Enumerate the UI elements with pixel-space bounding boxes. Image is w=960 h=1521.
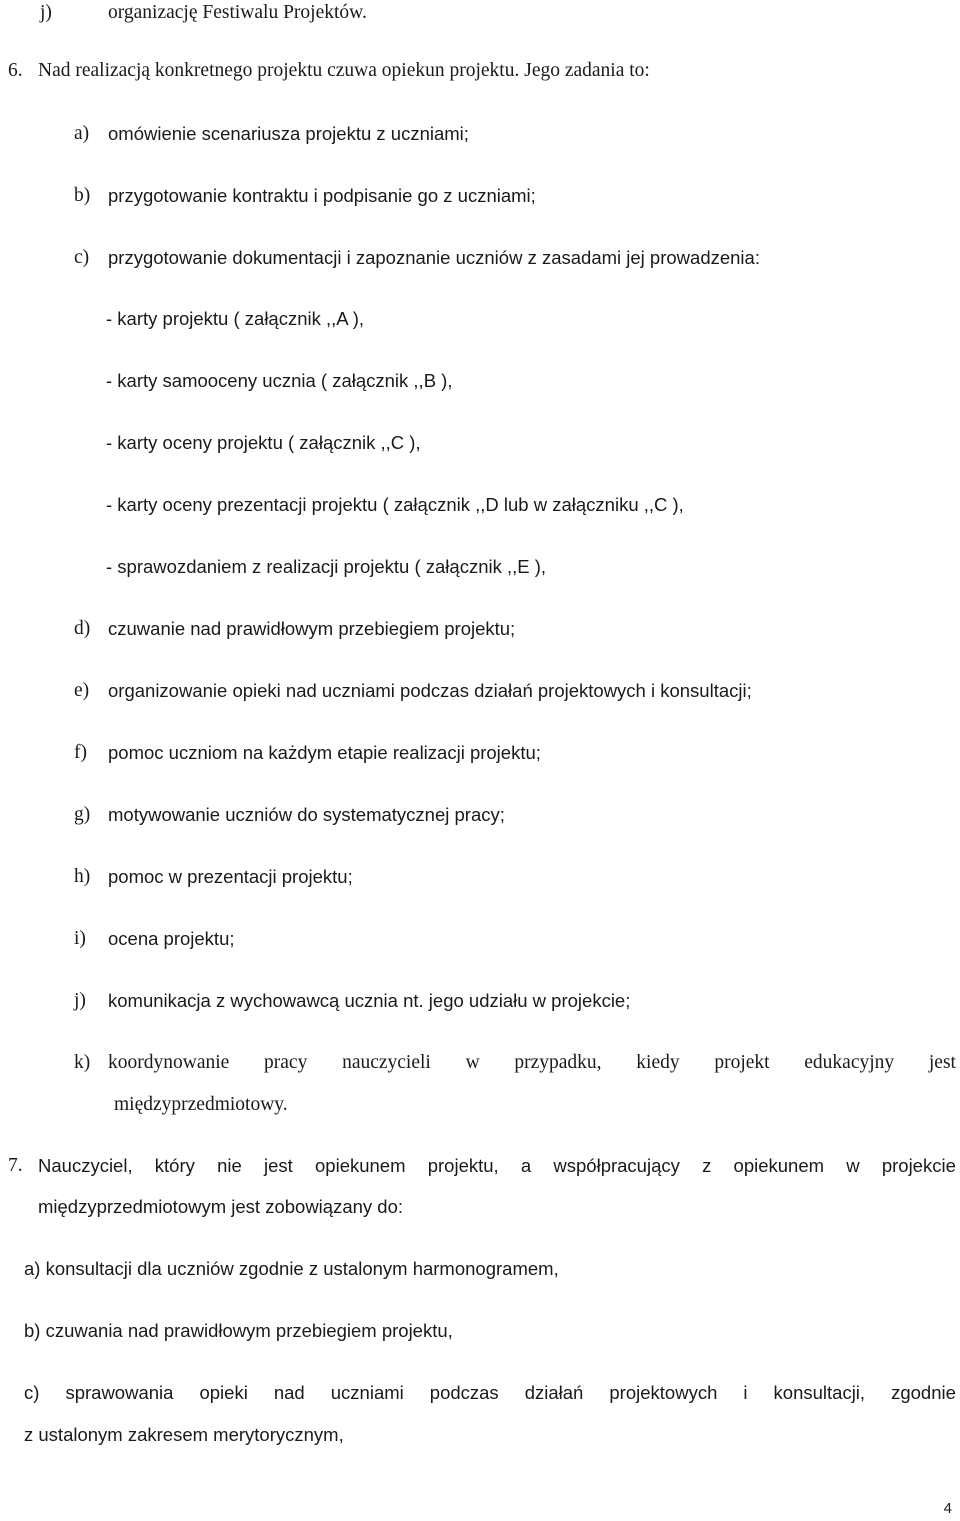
list-item-text: motywowanie uczniów do systematycznej pracy; bbox=[108, 804, 505, 825]
paragraph-text: Nad realizacją konkretnego projektu czuwa opiekun projektu. Jego zadania to: bbox=[38, 60, 650, 81]
paragraph-7-item-c-line2: z ustalonym zakresem merytorycznym, bbox=[24, 1424, 344, 1445]
sub-item-karty-oceny-projektu: - karty oceny projektu ( załącznik ,,C ), bbox=[106, 432, 421, 453]
list-item-a bbox=[74, 122, 469, 146]
word: w bbox=[465, 1052, 480, 1073]
list-item-text: omówienie scenariusza projektu z uczniami; bbox=[108, 123, 469, 144]
sub-item-karty-samooceny: - karty samooceny ucznia ( załącznik ,,B ), bbox=[106, 370, 453, 391]
list-marker: e) bbox=[74, 680, 90, 701]
word: nauczycieli bbox=[342, 1052, 431, 1073]
list-marker: h) bbox=[74, 866, 91, 887]
word: uczniami bbox=[330, 1382, 404, 1403]
list-item-c bbox=[74, 246, 760, 270]
list-item-h bbox=[74, 865, 353, 889]
list-marker: a) bbox=[74, 123, 90, 144]
paragraph-7-number: 7. bbox=[8, 1155, 23, 1176]
word: nad bbox=[273, 1382, 305, 1403]
word: działań bbox=[524, 1382, 584, 1403]
word: opieki bbox=[199, 1382, 248, 1403]
word: który bbox=[154, 1155, 195, 1176]
list-item-k-line1 bbox=[108, 1051, 956, 1075]
sub-item-sprawozdanie: - sprawozdaniem z realizacji projektu ( załącznik ,,E ), bbox=[106, 556, 547, 577]
list-item-k-line2: międzyprzedmiotowy. bbox=[114, 1094, 288, 1115]
list-marker: j) bbox=[40, 2, 52, 23]
word: przypadku, bbox=[514, 1052, 602, 1073]
list-item-text: organizację Festiwalu Projektów. bbox=[108, 2, 367, 23]
word: edukacyjny bbox=[804, 1052, 895, 1073]
list-item-text: przygotowanie dokumentacji i zapoznanie uczniów z zasadami jej prowadzenia: bbox=[108, 247, 760, 268]
word: a bbox=[520, 1155, 532, 1176]
list-marker: f) bbox=[74, 742, 87, 763]
sub-item-karty-projektu: - karty projektu ( załącznik ,,A ), bbox=[106, 308, 365, 329]
word: w bbox=[846, 1155, 860, 1176]
paragraph-7-item-c-line1 bbox=[24, 1381, 956, 1405]
list-marker: b) bbox=[74, 185, 91, 206]
list-item-text: komunikacja z wychowawcą ucznia nt. jego udziału w projekcie; bbox=[108, 990, 631, 1011]
word: projekcie bbox=[881, 1155, 956, 1176]
list-marker: d) bbox=[74, 618, 91, 639]
list-item-f bbox=[74, 741, 541, 765]
word: i bbox=[743, 1382, 748, 1403]
list-item-e bbox=[74, 679, 752, 703]
paragraph-7-item-a: a) konsultacji dla uczniów zgodnie z ustalonym harmonogramem, bbox=[24, 1258, 559, 1279]
paragraph-7-item-b: b) czuwania nad prawidłowym przebiegiem projektu, bbox=[24, 1320, 453, 1341]
paragraph-7-line2: międzyprzedmiotowym jest zobowiązany do: bbox=[38, 1196, 404, 1217]
word: kiedy bbox=[636, 1052, 680, 1073]
list-marker: j) bbox=[74, 990, 86, 1011]
list-item-text: pomoc w prezentacji projektu; bbox=[108, 866, 353, 887]
list-item-j bbox=[74, 989, 631, 1013]
word: projektowych bbox=[609, 1382, 718, 1403]
list-item-j-prev bbox=[40, 1, 367, 25]
list-item-text: przygotowanie kontraktu i podpisanie go z uczniami; bbox=[108, 185, 536, 206]
list-marker: i) bbox=[74, 928, 86, 949]
list-item-i bbox=[74, 927, 235, 951]
word: pracy bbox=[264, 1052, 308, 1073]
word: jest bbox=[928, 1052, 956, 1073]
paragraph-number: 6. bbox=[8, 60, 23, 81]
paragraph-6 bbox=[8, 59, 958, 83]
list-marker: c) bbox=[74, 247, 90, 268]
word: konsultacji, bbox=[773, 1382, 866, 1403]
word: opiekunem bbox=[315, 1155, 406, 1176]
list-item-d bbox=[74, 617, 516, 641]
paragraph-7-line1 bbox=[38, 1154, 956, 1178]
word: c) bbox=[24, 1382, 40, 1403]
word: koordynowanie bbox=[108, 1052, 230, 1073]
page-number: 4 bbox=[943, 1500, 952, 1517]
list-item-text: organizowanie opieki nad uczniami podczas działań projektowych i konsultacji; bbox=[108, 680, 752, 701]
word: opiekunem bbox=[733, 1155, 825, 1176]
list-marker: g) bbox=[74, 804, 91, 825]
list-item-text: pomoc uczniom na każdym etapie realizacji projektu; bbox=[108, 742, 541, 763]
word: projektu, bbox=[427, 1155, 499, 1176]
word: zgodnie bbox=[891, 1382, 956, 1403]
word: projekt bbox=[714, 1052, 770, 1073]
list-item-text: czuwanie nad prawidłowym przebiegiem projektu; bbox=[108, 618, 516, 639]
list-item-g bbox=[74, 803, 505, 827]
word: współpracujący bbox=[553, 1155, 680, 1176]
word: podczas bbox=[429, 1382, 499, 1403]
word: Nauczyciel, bbox=[38, 1155, 133, 1176]
list-item-k-marker: k) bbox=[74, 1052, 91, 1073]
word: sprawowania bbox=[65, 1382, 174, 1403]
word: jest bbox=[264, 1155, 293, 1176]
list-item-b bbox=[74, 184, 536, 208]
word: z bbox=[702, 1155, 712, 1176]
list-item-text: ocena projektu; bbox=[108, 928, 235, 949]
word: nie bbox=[217, 1155, 242, 1176]
sub-item-karty-oceny-prezentacji: - karty oceny prezentacji projektu ( załącznik ,,D lub w załączniku ,,C ), bbox=[106, 494, 684, 515]
